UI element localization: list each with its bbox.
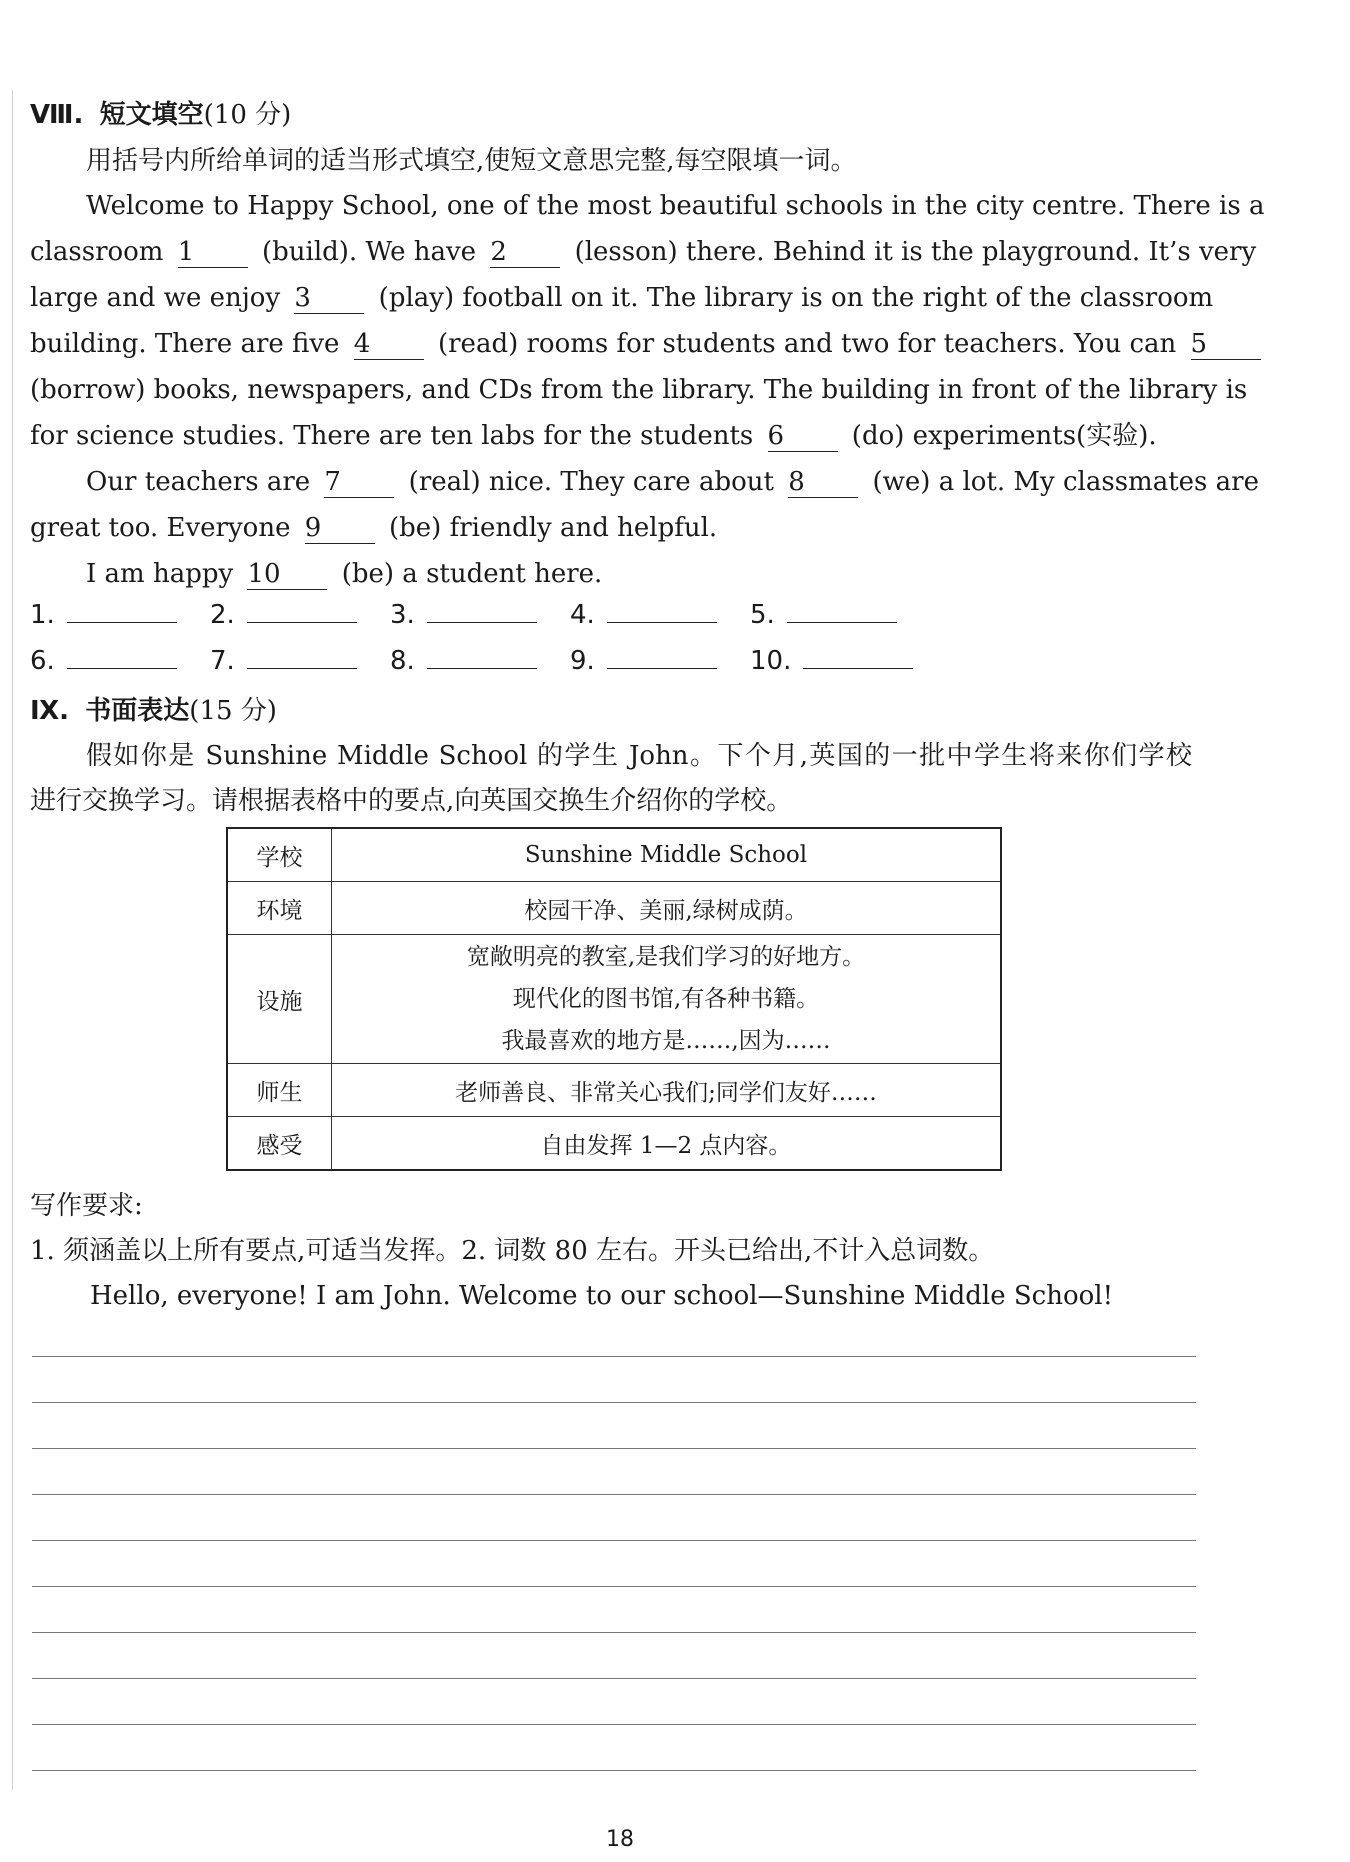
section9-heading	[30, 691, 277, 731]
blank-3[interactable]: 3	[294, 283, 364, 314]
cell-school-key: 学校	[227, 828, 332, 882]
facilities-line-3: 我最喜欢的地方是……,因为……	[501, 1028, 831, 1054]
passage-line-9: I am happy 10 (be) a student here.	[86, 559, 603, 589]
passage-line-3: large and we enjoy 3 (play) football on it. The library is on the right of the classroom	[30, 283, 1214, 313]
answer-slot-2[interactable]: 2.	[210, 600, 357, 630]
writing-line[interactable]	[32, 1448, 1196, 1449]
writing-line[interactable]	[32, 1402, 1196, 1403]
passage-line-4: building. There are five 4 (read) rooms for students and two for teachers. You can 5	[30, 324, 1192, 364]
blank-1[interactable]: 1	[178, 237, 248, 268]
facilities-line-1: 宽敞明亮的教室,是我们学习的好地方。	[466, 944, 866, 970]
section9-score: (15 分)	[189, 696, 277, 726]
answer-slot-3[interactable]: 3.	[390, 600, 537, 630]
blank-5[interactable]: 5	[1191, 329, 1261, 360]
section9-prompt-line2: 进行交换学习。请根据表格中的要点,向英国交换生介绍你的学校。	[30, 786, 793, 816]
writing-line[interactable]	[32, 1770, 1196, 1771]
cell-school-value: Sunshine Middle School	[332, 828, 1002, 882]
passage-line-7: Our teachers are 7 (real) nice. They care about 8 (we) a lot. My classmates are	[86, 467, 1259, 497]
section8-instruction: 用括号内所给单词的适当形式填空,使短文意思完整,每空限填一词。	[86, 146, 857, 176]
requirements-title: 写作要求:	[30, 1191, 143, 1221]
answer-slot-8[interactable]: 8.	[390, 646, 537, 676]
passage-line-5: (borrow) books, newspapers, and CDs from the library. The building in front of the library is	[30, 375, 1248, 405]
key-points-table	[226, 827, 1002, 1171]
section9-prompt-line1: 假如你是 Sunshine Middle School 的学生 John。下个月,英国的一批中学生将来你们学校	[86, 741, 1192, 771]
answer-slot-1[interactable]: 1.	[30, 600, 177, 630]
requirements-line: 1. 须涵盖以上所有要点,可适当发挥。2. 词数 80 左右。开头已给出,不计入总词数。	[30, 1236, 995, 1266]
section8-numeral: Ⅷ.	[30, 100, 84, 130]
answer-slot-5[interactable]: 5.	[750, 600, 897, 630]
table-row-school	[227, 828, 1001, 882]
section8-title: 短文填空	[99, 100, 204, 130]
writing-line[interactable]	[32, 1540, 1196, 1541]
passage-line-8: great too. Everyone 9 (be) friendly and helpful.	[30, 513, 718, 543]
blank-10[interactable]: 10	[247, 559, 327, 590]
blank-6[interactable]: 6	[768, 421, 838, 452]
facilities-line-2: 现代化的图书馆,有各种书籍。	[512, 986, 820, 1012]
cell-environment-key: 环境	[227, 882, 332, 935]
cell-facilities-key: 设施	[227, 935, 332, 1064]
section9-numeral: Ⅸ.	[30, 696, 70, 726]
cell-teachers-students-value: 老师善良、非常关心我们;同学们友好……	[332, 1064, 1002, 1117]
blank-2[interactable]: 2	[490, 237, 560, 268]
blank-8[interactable]: 8	[788, 467, 858, 498]
blank-9[interactable]: 9	[305, 513, 375, 544]
binding-rule	[12, 90, 13, 1790]
answer-slot-9[interactable]: 9.	[570, 646, 717, 676]
writing-line[interactable]	[32, 1356, 1196, 1357]
table-row-feelings	[227, 1117, 1001, 1171]
passage-line-1: Welcome to Happy School, one of the most beautiful schools in the city centre. There is a	[86, 191, 1265, 221]
writing-line[interactable]	[32, 1586, 1196, 1587]
blank-7[interactable]: 7	[324, 467, 394, 498]
table-row-facilities	[227, 935, 1001, 1064]
table-row-teachers-students	[227, 1064, 1001, 1117]
page-number: 18	[606, 1827, 634, 1852]
cell-facilities-value	[332, 935, 1002, 1064]
section8-heading	[30, 95, 291, 135]
passage-line-6: for science studies. There are ten labs for the students 6 (do) experiments(实验).	[30, 421, 1157, 451]
writing-line[interactable]	[32, 1632, 1196, 1633]
answer-slot-6[interactable]: 6.	[30, 646, 177, 676]
answer-slot-10[interactable]: 10.	[750, 646, 913, 676]
writing-line[interactable]	[32, 1494, 1196, 1495]
answer-slot-7[interactable]: 7.	[210, 646, 357, 676]
cell-feelings-key: 感受	[227, 1117, 332, 1171]
section9-title: 书面表达	[85, 696, 190, 726]
writing-line[interactable]	[32, 1724, 1196, 1725]
passage-line-2: classroom 1 (build). We have 2 (lesson) there. Behind it is the playground. It’s very	[30, 237, 1257, 267]
essay-opening: Hello, everyone! I am John. Welcome to our school—Sunshine Middle School!	[90, 1281, 1114, 1311]
section8-score: (10 分)	[203, 100, 292, 130]
answer-slot-4[interactable]: 4.	[570, 600, 717, 630]
cell-feelings-value: 自由发挥 1—2 点内容。	[332, 1117, 1002, 1171]
blank-4[interactable]: 4	[354, 329, 424, 360]
writing-line[interactable]	[32, 1678, 1196, 1679]
cell-environment-value: 校园干净、美丽,绿树成荫。	[332, 882, 1002, 935]
cell-teachers-students-key: 师生	[227, 1064, 332, 1117]
table-row-environment	[227, 882, 1001, 935]
